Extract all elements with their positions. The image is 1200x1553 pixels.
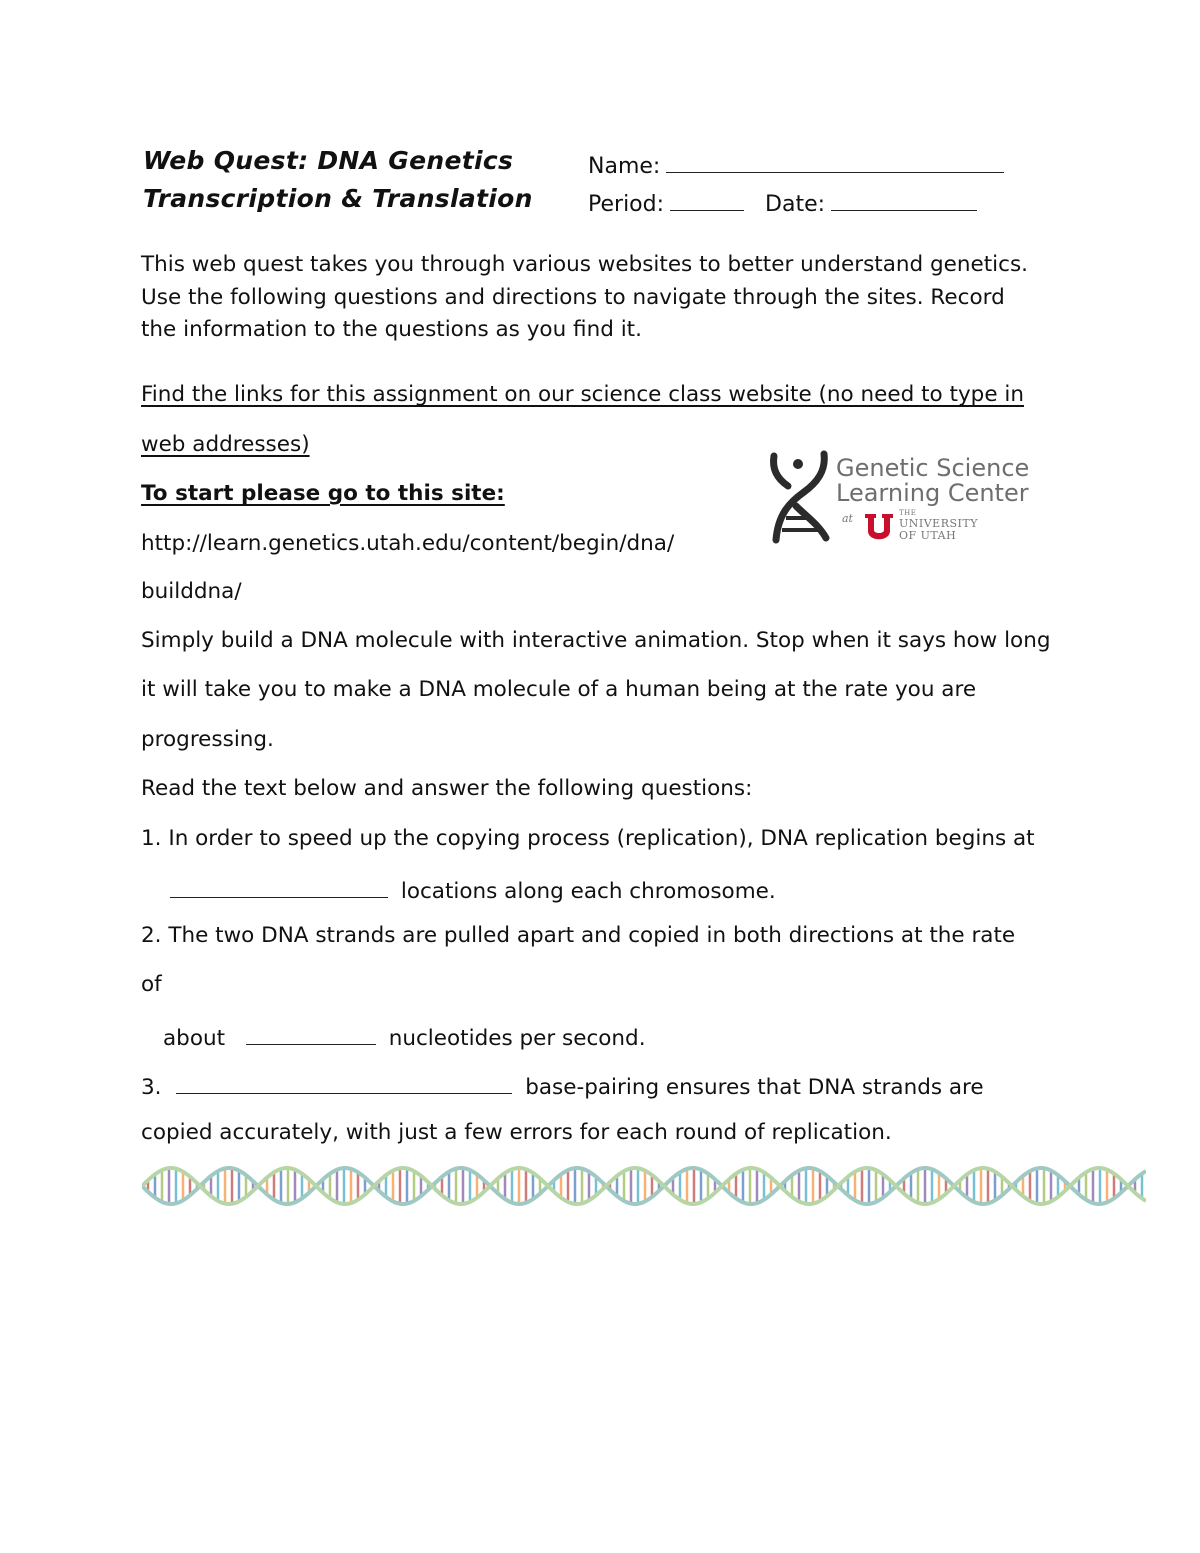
instruction-line: Simply build a DNA molecule with interactive animation. Stop when it says how long	[141, 628, 1051, 653]
intro-line: Use the following questions and directions to navigate through the sites. Record	[141, 284, 1005, 310]
read-instruction: Read the text below and answer the following questions:	[141, 776, 753, 801]
name-field-row	[588, 150, 1004, 179]
worksheet-title: Web Quest: DNA Genetics	[143, 146, 514, 175]
intro-paragraph	[141, 249, 1028, 347]
dna-helix-strands	[142, 1168, 1146, 1204]
logo-line-genetic-science: Genetic Science	[836, 454, 1030, 482]
period-label: Period:	[588, 192, 665, 217]
period-blank[interactable]	[670, 188, 744, 211]
instruction-line: progressing.	[141, 727, 274, 752]
question-3-tail: base-pairing ensures that DNA strands are	[525, 1075, 984, 1100]
question-2-about: about	[163, 1026, 226, 1051]
question-1-tail: locations along each chromosome.	[400, 879, 776, 904]
intro-line: the information to the questions as you find it.	[141, 317, 642, 342]
worksheet-subtitle: Transcription & Translation	[143, 184, 533, 213]
links-note-line: Find the links for this assignment on our science class website (no need to type in	[141, 382, 1024, 407]
links-note-line: web addresses)	[141, 432, 310, 457]
question-2-answer-row	[163, 1022, 646, 1051]
question-2-blank[interactable]	[246, 1022, 376, 1045]
question-3-blank[interactable]	[176, 1071, 512, 1094]
question-2-text-cont: of	[141, 972, 162, 997]
logo-university-text: UNIVERSITY	[899, 517, 978, 530]
period-date-row	[588, 188, 977, 217]
site-url-line[interactable]: http://learn.genetics.utah.edu/content/begin/dna/	[141, 531, 675, 556]
site-url-line[interactable]: builddna/	[141, 579, 242, 604]
question-1-blank[interactable]	[170, 875, 388, 898]
question-1-answer-row	[170, 875, 776, 904]
start-heading: To start please go to this site:	[141, 481, 505, 506]
logo-line-learning-center: Learning Center	[836, 479, 1029, 507]
question-3-number: 3.	[141, 1075, 162, 1100]
question-1-text: 1. In order to speed up the copying process (replication), DNA replication begins at	[141, 826, 1035, 851]
date-label: Date:	[765, 192, 826, 217]
logo-at-text: at	[842, 512, 853, 525]
genetic-science-logo	[766, 448, 1066, 552]
dna-helix-banner	[142, 1160, 1146, 1212]
instruction-line: it will take you to make a DNA molecule of a human being at the rate you are	[141, 677, 977, 702]
university-u-icon	[863, 512, 895, 542]
question-3-text-cont: copied accurately, with just a few errors for each round of replication.	[141, 1120, 892, 1145]
logo-of-utah-text: OF UTAH	[899, 529, 957, 542]
question-2-tail: nucleotides per second.	[388, 1026, 646, 1051]
dna-helix-icon	[766, 448, 836, 548]
question-2-text: 2. The two DNA strands are pulled apart and copied in both directions at the rate	[141, 923, 1016, 948]
logo-the-text: THE	[899, 509, 917, 517]
intro-line: This web quest takes you through various websites to better understand genetics.	[141, 252, 1029, 277]
question-3-row	[141, 1071, 984, 1100]
date-blank[interactable]	[831, 188, 977, 211]
name-label: Name:	[588, 154, 661, 179]
name-blank[interactable]	[666, 150, 1004, 173]
